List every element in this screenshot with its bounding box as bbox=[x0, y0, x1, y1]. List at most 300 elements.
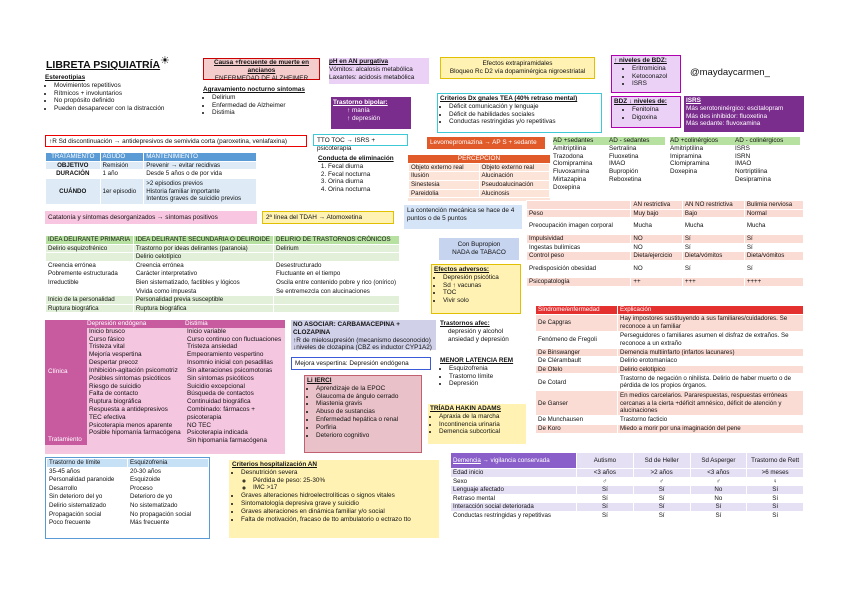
table-cell: De Ganser bbox=[536, 391, 618, 416]
demencia-title: Causa +frecuente de muerte en ancianos bbox=[213, 59, 309, 74]
table-cell: Pareidolia bbox=[409, 189, 480, 198]
table-header: TRATAMIENTO bbox=[46, 153, 101, 162]
list-item: • Graves alteraciones en dinámica familiar y/o social bbox=[241, 508, 436, 516]
table-cell: >2 años bbox=[633, 469, 690, 478]
table-cell: Pobremente estructurada bbox=[46, 270, 134, 279]
list-item: Posible hipomanía farmacógena bbox=[89, 429, 181, 437]
isrs-box bbox=[684, 96, 804, 132]
list-item: ISRN bbox=[735, 152, 751, 160]
conducta-title: Conducta de eliminación bbox=[318, 155, 394, 162]
table-cell: Irreductible bbox=[46, 278, 134, 287]
list-item: Bupropión bbox=[609, 168, 639, 176]
table-cell: Conductas restringidas y repetitivas bbox=[451, 511, 577, 520]
list-item: • Sintomatología depresiva grave y suicidio bbox=[241, 500, 436, 508]
list-item: Inicio brusco bbox=[89, 327, 125, 335]
list-item: Mejoría vespertina bbox=[89, 351, 142, 359]
list-item: 4. Orina nocturna bbox=[328, 186, 403, 194]
list-item: • Enfermedad de Alzheimer bbox=[212, 102, 320, 110]
list-item: • Fenitoína bbox=[632, 106, 678, 114]
table-cell: Dieta/vómitos bbox=[682, 252, 744, 261]
list-item: Curso fásico bbox=[89, 335, 125, 343]
list-item: Doxepina bbox=[670, 168, 698, 176]
list-item: • Porfiria bbox=[316, 424, 419, 432]
table-cell: ++ bbox=[631, 277, 682, 286]
table-cell: Remisión bbox=[100, 161, 144, 170]
table-cell: En medios carcelarios. Pararespuestas, respuestas erróneas cercanas a la cierta +déficit amnésico, déficit de atención y alucinaciones bbox=[618, 391, 804, 416]
table-cell: Sí bbox=[744, 243, 803, 252]
table-cell bbox=[274, 296, 400, 305]
list-item: • No propósito definido bbox=[54, 97, 195, 105]
table-header: IDEA DELIRANTE SECUNDARIA O DELIROIDE bbox=[133, 236, 273, 245]
table-cell: Fluctuante en el tiempo bbox=[274, 270, 400, 279]
table-cell: De Munchausen bbox=[536, 416, 618, 425]
table-cell bbox=[274, 304, 400, 313]
list-item: • Pueden desaparecer con la distracción bbox=[54, 105, 195, 113]
table-cell: Inicio de la personalidad bbox=[46, 296, 134, 305]
bupropion-l1: Con Bupropion bbox=[457, 241, 501, 248]
criterios-an-title: Criterios hospitalización AN bbox=[232, 461, 317, 468]
list-item: Nortriptilina bbox=[735, 168, 768, 176]
table-cell: De Capgras bbox=[536, 314, 618, 331]
table-header: IDEA DELIRANTE PRIMARIA bbox=[46, 236, 134, 245]
niveles-bdz-box bbox=[611, 55, 681, 93]
no-asociar-line: ↓niveles de clozapina (CBZ es inductor CYP1A2) bbox=[293, 344, 432, 352]
table-cell: Edad inicio bbox=[451, 469, 577, 478]
estereotipias-title: Estereotipias bbox=[45, 74, 86, 81]
list-item: ◦ Pérdida de peso: 25-30% bbox=[253, 477, 436, 485]
list-item: Imipramina bbox=[670, 152, 702, 160]
list-item: Sin alteraciones psicomotoras bbox=[187, 366, 273, 374]
efectos-adversos-box bbox=[431, 264, 521, 314]
ph-an-line: Vómitos: alcalosis metabólica bbox=[329, 65, 413, 73]
table-cell: Sin deterioro del yo bbox=[47, 493, 128, 502]
table-cell: Esquizoide bbox=[128, 476, 209, 485]
table-cell: Lenguaje afectado bbox=[451, 486, 577, 495]
ad-colin-header: AD +colinérgicos bbox=[670, 137, 719, 144]
list-item: • Ketoconazol bbox=[632, 73, 678, 81]
table-header: Explicación bbox=[618, 306, 804, 315]
bdz-title: ↑ niveles de BDZ: bbox=[614, 57, 667, 64]
trastorno-bipolar-box bbox=[331, 97, 411, 129]
list-item: • Sd ↑ vacunas bbox=[443, 282, 518, 290]
table-header: Depresión endógena bbox=[87, 320, 147, 327]
list-item: • Depresión bbox=[449, 380, 525, 388]
list-item: Suicidio excepcional bbox=[187, 382, 245, 390]
table-cell: Delirio sistematizado bbox=[47, 501, 128, 510]
list-item: • Abuso de sustancias bbox=[316, 408, 419, 416]
table-cell: Retraso mental bbox=[451, 494, 577, 503]
table-cell: Prevenir → evitar recidivas bbox=[144, 161, 257, 170]
table-header: Esquizofrenia bbox=[128, 459, 209, 468]
ph-an-line: Laxantes: acidosis metabólica bbox=[329, 73, 415, 81]
table-cell: Delirio celotípico bbox=[133, 253, 273, 262]
autismo-title-b: → vigilancia conservada bbox=[482, 456, 550, 464]
table-cell: NO bbox=[631, 243, 682, 252]
agravamiento-box bbox=[203, 86, 320, 126]
tlp-esquizofrenia-table bbox=[45, 457, 210, 539]
list-item: Fluvoxamina bbox=[553, 168, 590, 176]
ad-sedantes-box bbox=[553, 137, 665, 199]
table-cell: Dieta/vómitos bbox=[744, 252, 803, 261]
list-item: TEC efectiva bbox=[89, 413, 126, 421]
table-cell: Bien sistematizado, factibles y lógicos bbox=[133, 278, 273, 287]
list-item: • Aprendizaje de la EPOC bbox=[316, 385, 419, 393]
isrs-line: Más sedante: fluvoxamina bbox=[686, 120, 761, 128]
triada-title: TRÍADA HAKIN ADAMS bbox=[430, 405, 501, 412]
table-cell: NO bbox=[631, 235, 682, 244]
table-cell: Pseudoalucinación bbox=[479, 181, 550, 190]
list-item: ISRS bbox=[735, 144, 750, 152]
table-header: DELIRIO DE TRASTORNOS CRÓNICOS bbox=[274, 236, 400, 245]
table-cell: Sí bbox=[577, 494, 634, 503]
table-cell: NO bbox=[631, 260, 682, 277]
page-title: LIBRETA PSIQUIATRÍA bbox=[46, 59, 161, 71]
idea-delirante-table bbox=[45, 235, 400, 317]
no-asociar-box bbox=[291, 320, 436, 350]
menor-latencia-title: MENOR LATENCIA REM bbox=[440, 357, 514, 364]
table-cell: No bbox=[690, 486, 747, 495]
bipolar-title: Trastorno bipolar: bbox=[333, 99, 388, 106]
list-item: Amitriptilina bbox=[670, 144, 704, 152]
table-cell: Delirio erotomaníaco bbox=[618, 357, 804, 366]
list-item: • Distimia bbox=[212, 109, 320, 117]
bipolar-line: ↑ depresión bbox=[347, 114, 381, 122]
table-cell: 35-45 años bbox=[47, 467, 128, 476]
list-item: • Enfermedad hepática o renal bbox=[316, 416, 419, 424]
efectos-title: Efectos adversos: bbox=[434, 266, 490, 273]
table-cell: Sí bbox=[577, 503, 634, 512]
table-header: Trastorno de Rett bbox=[747, 453, 804, 469]
table-header: Sd de Heller bbox=[633, 453, 690, 469]
table-cell: Ruptura biográfica bbox=[133, 304, 273, 313]
list-item: Desipramina bbox=[735, 176, 771, 184]
male-icon: ♂ bbox=[690, 477, 747, 486]
table-cell: Sí bbox=[747, 494, 804, 503]
list-item: • Déficit de habilidades sociales bbox=[449, 111, 599, 119]
table-cell: Peso bbox=[527, 209, 631, 218]
table-cell bbox=[274, 253, 400, 262]
menor-latencia-box bbox=[440, 357, 525, 397]
table-header bbox=[527, 201, 631, 210]
table-header: Sd Asperger bbox=[690, 453, 747, 469]
table-cell: Predisposición obesidad bbox=[527, 260, 631, 277]
table-cell: Oscila entre contenido pobre y rico (onírico) bbox=[274, 278, 400, 287]
list-item: Mirtazapina bbox=[553, 176, 587, 184]
isrs-line: Más serotoninérgico: escitalopram bbox=[686, 104, 784, 112]
table-cell bbox=[46, 253, 134, 262]
table-cell: De Cotard bbox=[536, 374, 618, 391]
table-cell: Sí bbox=[747, 486, 804, 495]
levomepromazina-box: Levomepromazina → AP S + sedante bbox=[427, 137, 545, 149]
list-item: Continuidad biográfica bbox=[187, 398, 251, 406]
list-item: • Depresión psicótica bbox=[443, 274, 518, 282]
extrapiramidales-l1: Efectos extrapiramidales bbox=[482, 60, 553, 67]
list-item: • Apraxia de la marcha bbox=[439, 413, 524, 421]
table-cell: Sexo bbox=[451, 477, 577, 486]
table-cell: Objeto externo real bbox=[409, 163, 480, 172]
list-item: 2. Fecal nocturna bbox=[328, 171, 403, 179]
table-cell: Desarrollo bbox=[47, 484, 128, 493]
author-handle: @maydaycarmen_ bbox=[690, 67, 770, 78]
list-item: Amitriptilina bbox=[553, 144, 587, 152]
list-item: • Trastorno límite bbox=[449, 373, 525, 381]
an-bulimia-table bbox=[526, 200, 804, 303]
isrs-title: ISRS bbox=[686, 97, 701, 104]
depresion-endogena-table bbox=[45, 320, 285, 454]
table-cell: Desestructurado bbox=[274, 261, 400, 270]
list-item: • Movimientos repetitivos bbox=[54, 82, 195, 90]
table-cell: Delirio esquizofrénico bbox=[46, 244, 134, 253]
estereotipias-box bbox=[45, 74, 195, 134]
table-header: AGUDO bbox=[100, 153, 144, 162]
table-cell: Mucha bbox=[744, 218, 803, 235]
bupropion-box bbox=[439, 238, 519, 260]
list-item: Búsqueda de contactos bbox=[187, 390, 254, 398]
list-item: Psicoterapia menos aparente bbox=[89, 421, 173, 429]
table-cell: De Clérambault bbox=[536, 357, 618, 366]
tto-toc-box: TTO TOC → ISRS + psicoterapia bbox=[313, 134, 408, 146]
table-cell: Creencia errónea bbox=[46, 261, 134, 270]
agravamiento-title: Agravamiento nocturno síntomas bbox=[203, 86, 305, 93]
table-cell: Deterioro de yo bbox=[128, 493, 209, 502]
list-item: Despertar precoz bbox=[89, 359, 139, 367]
table-cell: Ingestas bulímicas bbox=[527, 243, 631, 252]
table-cell: Personalidad previa susceptible bbox=[133, 296, 273, 305]
table-cell: Miedo a morir por una imaginación del pene bbox=[618, 424, 804, 433]
list-item: Riesgo de suicidio bbox=[89, 382, 141, 390]
list-item: depresión y alcohol bbox=[448, 327, 504, 335]
table-cell: Sí bbox=[633, 486, 690, 495]
autismo-title-a: Demencia bbox=[453, 456, 481, 464]
table-cell: Impulsividad bbox=[527, 235, 631, 244]
list-item: ansiedad y depresión bbox=[448, 335, 509, 343]
table-cell: Sí bbox=[633, 511, 690, 520]
list-item: • Digoxina bbox=[632, 114, 678, 122]
table-cell: Control peso bbox=[527, 252, 631, 261]
list-item: Inhibición-agitación psicomotriz bbox=[89, 366, 178, 374]
table-cell: Sí bbox=[682, 260, 744, 277]
ad-sedantes-header: AD - sedantes bbox=[609, 137, 650, 144]
list-item: • Desnutrición severa bbox=[241, 469, 436, 477]
table-cell: Propagación social bbox=[47, 510, 128, 519]
table-cell: Objeto externo real bbox=[479, 163, 550, 172]
list-item: • Miastenia gravis bbox=[316, 400, 419, 408]
table-cell: Proceso bbox=[128, 484, 209, 493]
table-header: MANTENIMIENTO bbox=[144, 153, 257, 162]
table-cell: Demencia multiinfarto (infartos lacunares) bbox=[618, 348, 804, 357]
table-cell: Sí bbox=[682, 235, 744, 244]
ad-sedantes-header: AD +sedantes bbox=[553, 137, 594, 144]
list-item: ◦ IMC >17 bbox=[253, 484, 436, 492]
table-cell: Más frecuente bbox=[128, 519, 209, 528]
no-asociar-line: ↑R de mielosupresión (mecanismo desconocido) bbox=[293, 336, 431, 344]
tea-title: Criterios Dx gnales TEA (40% retraso mental) bbox=[440, 95, 578, 102]
table-cell: 20-30 años bbox=[128, 467, 209, 476]
list-item: IMAO bbox=[609, 160, 626, 168]
table-cell: Sí bbox=[690, 511, 747, 520]
mejora-vespertina-box: Mejora vespertina: Depresión endógena bbox=[291, 357, 431, 370]
list-item: Psicoterapia indicada bbox=[187, 429, 248, 437]
table-cell: Sí bbox=[577, 511, 634, 520]
list-item: Tristeza vital bbox=[89, 343, 125, 351]
table-cell: <3 años bbox=[690, 469, 747, 478]
table-cell: Ilusión bbox=[409, 172, 480, 181]
table-header: Síndrome/enfermedad bbox=[536, 306, 618, 315]
bdz-down-box bbox=[611, 96, 681, 128]
list-item: Tristeza ansiedad bbox=[187, 343, 238, 351]
table-cell: De Koro bbox=[536, 424, 618, 433]
table-cell: 1 año bbox=[100, 170, 144, 179]
table-cell: Personalidad paranoide bbox=[47, 476, 128, 485]
bupropion-l2: NADA de TABACO bbox=[452, 248, 506, 256]
female-icon: ♀ bbox=[747, 477, 804, 486]
table-cell: Sinestesia bbox=[409, 181, 480, 190]
list-item: Clomipramina bbox=[553, 160, 593, 168]
list-item: • Rítmicos + involuntarios bbox=[54, 90, 195, 98]
list-item: Respuesta a antidepresivos bbox=[89, 405, 168, 413]
bdz-down-title: BDZ ↓ niveles de: bbox=[614, 98, 667, 105]
table-cell: Trastorno por ideas delirantes (paranoia) bbox=[133, 244, 273, 253]
table-cell: DURACIÓN bbox=[46, 170, 101, 179]
list-item: Sin hipomanía farmacógena bbox=[187, 437, 267, 445]
percepcion-box bbox=[408, 155, 550, 201]
list-item: • Delirium bbox=[212, 94, 320, 102]
list-item: • Esquizofrenia bbox=[449, 365, 525, 373]
contencion-box: La contención mecánica se hace de 4 puntos o de 5 puntos bbox=[404, 205, 522, 229]
table-cell: Vivida como impuesta bbox=[133, 287, 273, 296]
table-cell: No bbox=[690, 494, 747, 503]
table-cell: Poco frecuente bbox=[47, 519, 128, 528]
catatonia-box: Catatonía y síntomas desorganizados → síntomas positivos bbox=[45, 211, 257, 224]
list-item: Falta de contacto bbox=[89, 390, 139, 398]
table-cell: Sí bbox=[747, 503, 804, 512]
table-cell: <3 años bbox=[577, 469, 634, 478]
table-cell: Sí bbox=[633, 494, 690, 503]
list-item: Sin síntomas psicóticos bbox=[187, 374, 254, 382]
list-item: NO TEC bbox=[187, 421, 212, 429]
table-cell: Perseguidores o familiares asumen el disfraz de extraños. Se reconoce a un extraño bbox=[618, 331, 804, 348]
list-item: • Conductas restringidas y/o repetitivas bbox=[449, 118, 599, 126]
table-cell: Sí bbox=[633, 503, 690, 512]
autismo-table bbox=[450, 452, 804, 544]
table-cell: Muy bajo bbox=[631, 209, 682, 218]
list-item: Ruptura biográfica bbox=[89, 398, 142, 406]
tratamiento-table bbox=[45, 152, 257, 207]
percepcion-title: PERCEPCIÓN bbox=[408, 155, 550, 163]
table-cell: Sí bbox=[747, 511, 804, 520]
list-item: • Graves alteraciones hidroelectrolíticas o signos vitales bbox=[241, 492, 436, 500]
table-cell: Desde 5 años o de por vida bbox=[144, 170, 257, 179]
list-item: • ISRS bbox=[632, 80, 678, 88]
table-cell: Delirium bbox=[274, 244, 400, 253]
table-header: Bulimia nerviosa bbox=[744, 201, 803, 210]
tratamiento-label: Tratamiento bbox=[48, 435, 82, 443]
table-cell: Carácter interpretativo bbox=[133, 270, 273, 279]
list-item: 3. Orina diurna bbox=[328, 178, 403, 186]
clinica-label: Clínica bbox=[48, 367, 68, 375]
table-cell: Mucha bbox=[682, 218, 744, 235]
table-header: Trastorno de límite bbox=[47, 459, 128, 468]
list-item: 1. Fecal diurna bbox=[328, 163, 403, 171]
table-cell: Psicopatología bbox=[527, 277, 631, 286]
table-cell: CUÁNDO bbox=[46, 178, 101, 204]
sindromes-table bbox=[535, 305, 804, 447]
table-header: AN NO restrictiva bbox=[682, 201, 744, 210]
table-cell: Mucha bbox=[631, 218, 682, 235]
table-cell: Sí bbox=[744, 260, 803, 277]
criterios-an-box bbox=[229, 460, 439, 538]
list-item: • Glaucoma de ángulo cerrado bbox=[316, 393, 419, 401]
list-item: Trazodona bbox=[553, 152, 584, 160]
table-cell: Hay impostores sustituyendo a sus familiares/cuidadores. Se reconoce a un familiar bbox=[618, 314, 804, 331]
litio-box bbox=[304, 375, 422, 453]
table-cell: Sí bbox=[690, 503, 747, 512]
list-item: Curso continuo con fluctuaciones bbox=[187, 335, 282, 343]
table-cell: Delirio celotípico bbox=[618, 365, 804, 374]
extrapiramidales-l2: Bloqueo Rc D2 vía dopaminérgica nigroestriatal bbox=[449, 67, 586, 75]
table-cell: De Binswanger bbox=[536, 348, 618, 357]
list-item: Inicio variable bbox=[187, 327, 227, 335]
extrapiramidales-box bbox=[440, 57, 595, 79]
list-item: Reboxetina bbox=[609, 176, 642, 184]
ad-colinergicos-box bbox=[670, 137, 800, 193]
list-item: Posibles síntomas psicóticos bbox=[89, 374, 171, 382]
list-item: Empeoramiento vespertino bbox=[187, 351, 264, 359]
list-item: • Incontinencia urinaria bbox=[439, 421, 524, 429]
table-cell: >6 meses bbox=[747, 469, 804, 478]
list-item: Insomnio inicial con pesadillas bbox=[187, 359, 273, 367]
trast-afec-title: Trastornos afec: bbox=[440, 320, 490, 327]
sun-icon: ☀ bbox=[160, 55, 170, 67]
list-item: Fluoxetina bbox=[609, 152, 639, 160]
list-item: IMAO bbox=[735, 160, 752, 168]
table-cell: Alucinosis bbox=[479, 189, 550, 198]
table-header: AN restrictiva bbox=[631, 201, 682, 210]
table-header: Distimia bbox=[185, 320, 208, 327]
list-item: • Déficit comunicación y lenguaje bbox=[449, 103, 599, 111]
table-cell: Normal bbox=[744, 209, 803, 218]
table-cell: Fenómeno de Fregoli bbox=[536, 331, 618, 348]
no-asociar-title: NO ASOCIAR: CARBAMACEPINA + CLOZAPINA bbox=[293, 321, 400, 336]
male-icon: ♂ bbox=[577, 477, 634, 486]
trastornos-afec-box bbox=[440, 320, 525, 348]
list-item: Sertralina bbox=[609, 144, 637, 152]
tea-box bbox=[437, 93, 602, 133]
table-header: Autismo bbox=[577, 453, 634, 469]
conducta-eliminacion-box bbox=[318, 155, 403, 203]
table-cell: No propagación social bbox=[128, 510, 209, 519]
list-item: • Eritromicina bbox=[632, 65, 678, 73]
table-cell: ++++ bbox=[744, 277, 803, 286]
list-item: Doxepina bbox=[553, 183, 581, 191]
table-cell: Trastorno facticio bbox=[618, 416, 804, 425]
ph-an-title: pH en AN purgativa bbox=[329, 58, 389, 65]
list-item: • Falta de motivación, fracaso de tto ambulatorio o ectrazo tto bbox=[241, 516, 436, 524]
table-cell: Trastorno de negación o nihilista. Delirio de haber muerto o de pérdida de los propios órganos. bbox=[618, 374, 804, 391]
male-icon: ♂ bbox=[633, 477, 690, 486]
bipolar-line: ↑ manía bbox=[347, 106, 370, 114]
ad-colin-header: AD - colinérgicos bbox=[735, 137, 784, 144]
table-cell: Interacción social deteriorada bbox=[451, 503, 577, 512]
table-header bbox=[45, 320, 87, 328]
list-item: Combinado: fármacos + psicoterapia bbox=[187, 405, 256, 421]
isrs-line: Más des inhibidor: fluoxetina bbox=[686, 112, 767, 120]
table-cell: 1er episodio bbox=[100, 178, 144, 204]
list-item: • Vivir solo bbox=[443, 297, 518, 305]
table-cell: Dieta/ejercicio bbox=[631, 252, 682, 261]
tdah-box: 2ª línea del TDAH → Atomoxetina bbox=[262, 211, 394, 224]
table-cell: Preocupación imagen corporal bbox=[527, 218, 631, 235]
